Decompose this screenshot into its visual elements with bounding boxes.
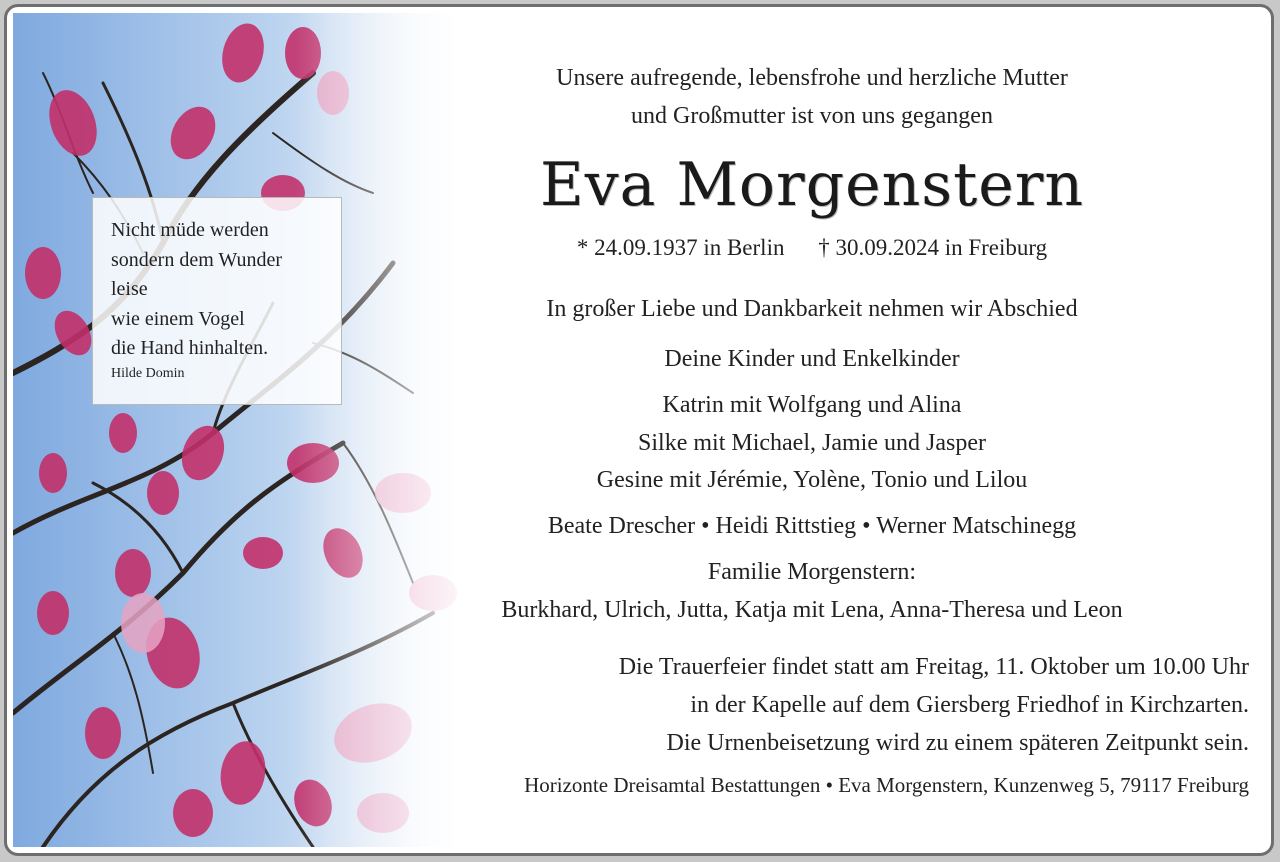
quote-line: sondern dem Wunder (111, 248, 283, 271)
family2-members: Burkhard, Ulrich, Jutta, Katja mit Lena, Anna-Theresa und Leon (501, 596, 1123, 623)
intro-line: und Großmutter ist von uns gegangen (631, 103, 993, 129)
ceremony-line: Die Trauerfeier findet statt am Freitag, 11. Oktober um 10.00 Uhr (618, 653, 1249, 680)
children-line: Katrin mit Wolfgang und Alina (662, 392, 962, 418)
quote-line: Nicht müde werden (111, 219, 269, 241)
ceremony-line: in der Kapelle auf dem Giersberg Friedhof in Kirchzarten. (690, 691, 1249, 718)
children-line: Gesine mit Jérémie, Yolène, Tonio und Lilou (596, 467, 1028, 493)
quote-line: wie einem Vogel (111, 307, 245, 330)
death-date: † 30.09.2024 in Freiburg (818, 235, 1048, 260)
birth-date: * 24.09.1937 in Berlin (576, 235, 785, 260)
obituary-card (4, 4, 1274, 856)
family2-heading: Familie Morgenstern: (707, 558, 917, 585)
children-line: Silke mit Michael, Jamie und Jasper (638, 429, 986, 456)
quote-box (92, 197, 342, 405)
others-line: Beate Drescher • Heidi Rittstieg • Werner Matschinegg (547, 512, 1077, 539)
life-dates (375, 235, 1249, 261)
farewell-line: In großer Liebe und Dankbarkeit nehmen wir Abschied (546, 296, 1078, 322)
family-heading: Deine Kinder und Enkelkinder (664, 346, 960, 372)
quote-line: die Hand hinhalten. (111, 337, 269, 359)
deceased-name: Eva Morgenstern (539, 150, 1085, 220)
ceremony-line: Die Urnenbeisetzung wird zu einem späteren Zeitpunkt sein. (666, 729, 1249, 756)
quote-author: Hilde Domin (111, 365, 185, 381)
quote-line: leise (111, 278, 148, 300)
obituary-text (375, 7, 1249, 802)
intro-line: Unsere aufregende, lebensfrohe und herzliche Mutter (556, 65, 1068, 91)
footer-line: Horizonte Dreisamtal Bestattungen • Eva Morgenstern, Kunzenweg 5, 79117 Freiburg (524, 772, 1249, 797)
